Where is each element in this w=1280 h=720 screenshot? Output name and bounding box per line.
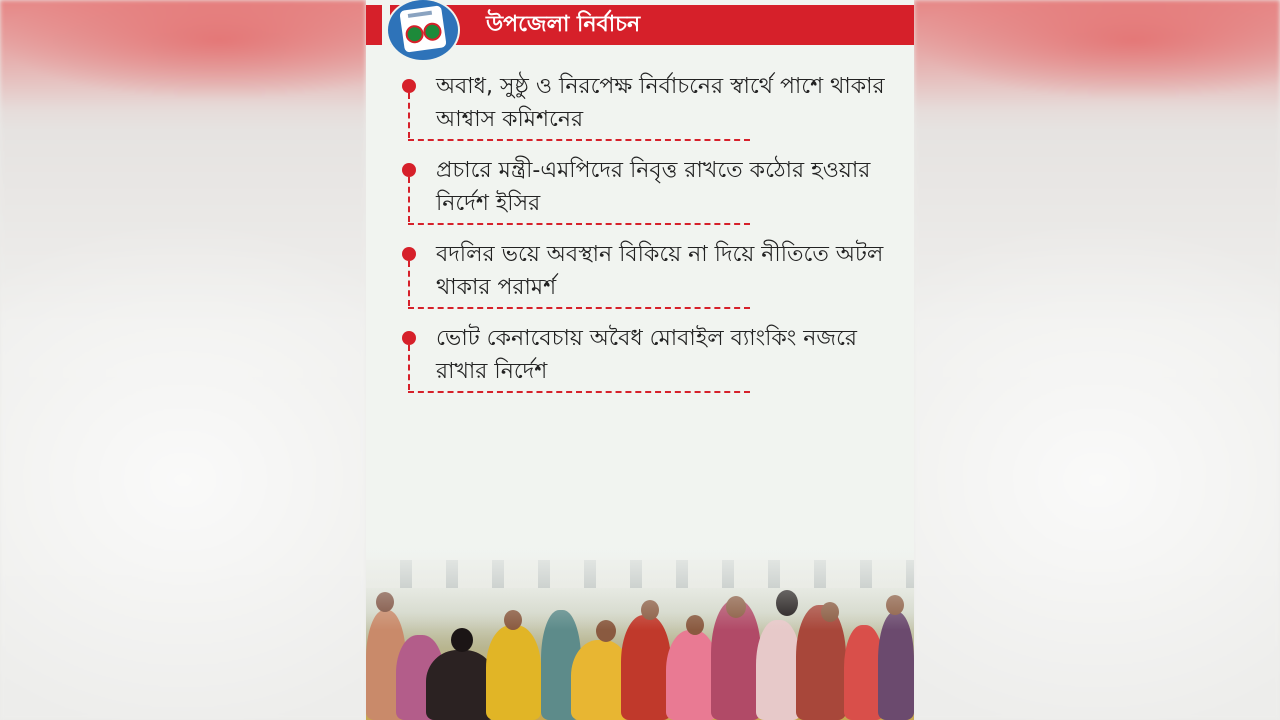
bullet-dot-icon — [402, 163, 416, 177]
ballot-box-icon — [388, 0, 458, 60]
election-logo-icon — [422, 22, 442, 42]
infographic-card — [366, 0, 914, 720]
photo-fade — [366, 540, 914, 720]
dashed-separator — [408, 139, 750, 141]
page-title: উপজেলা নির্বাচন — [486, 12, 641, 37]
bullet-dot-icon — [402, 331, 416, 345]
list-item-text: ভোট কেনাবেচায় অবৈধ মোবাইল ব্যাংকিং নজরে রাখার নির্দেশ — [436, 326, 858, 384]
voters-photo — [366, 540, 914, 720]
ballot-box-shape — [399, 5, 446, 52]
list-item-text: বদলির ভয়ে অবস্থান বিকিয়ে না দিয়ে নীতিতে অটল থাকার পরামর্শ — [436, 242, 884, 300]
dashed-connector — [408, 177, 410, 222]
list-item — [366, 228, 914, 312]
dashed-separator — [408, 391, 750, 393]
list-item-text: প্রচারে মন্ত্রী-এমপিদের নিবৃত্ত রাখতে কঠোর হওয়ার নির্দেশ ইসির — [436, 158, 871, 216]
right-blurred-background — [914, 0, 1280, 720]
dashed-separator — [408, 223, 750, 225]
list-item-text: অবাধ, সুষ্ঠু ও নিরপেক্ষ নির্বাচনের স্বার্থে পাশে থাকার আশ্বাস কমিশনের — [436, 74, 885, 132]
left-blurred-background — [0, 0, 366, 720]
list-item — [366, 60, 914, 144]
list-item — [366, 144, 914, 228]
dashed-connector — [408, 345, 410, 390]
ballot-slot — [408, 11, 432, 18]
list-item — [366, 312, 914, 396]
dashed-connector — [408, 93, 410, 138]
bullet-dot-icon — [402, 247, 416, 261]
election-logo-icon — [404, 24, 424, 44]
dashed-separator — [408, 307, 750, 309]
bullet-dot-icon — [402, 79, 416, 93]
bullet-list — [366, 60, 914, 396]
dashed-connector — [408, 261, 410, 306]
